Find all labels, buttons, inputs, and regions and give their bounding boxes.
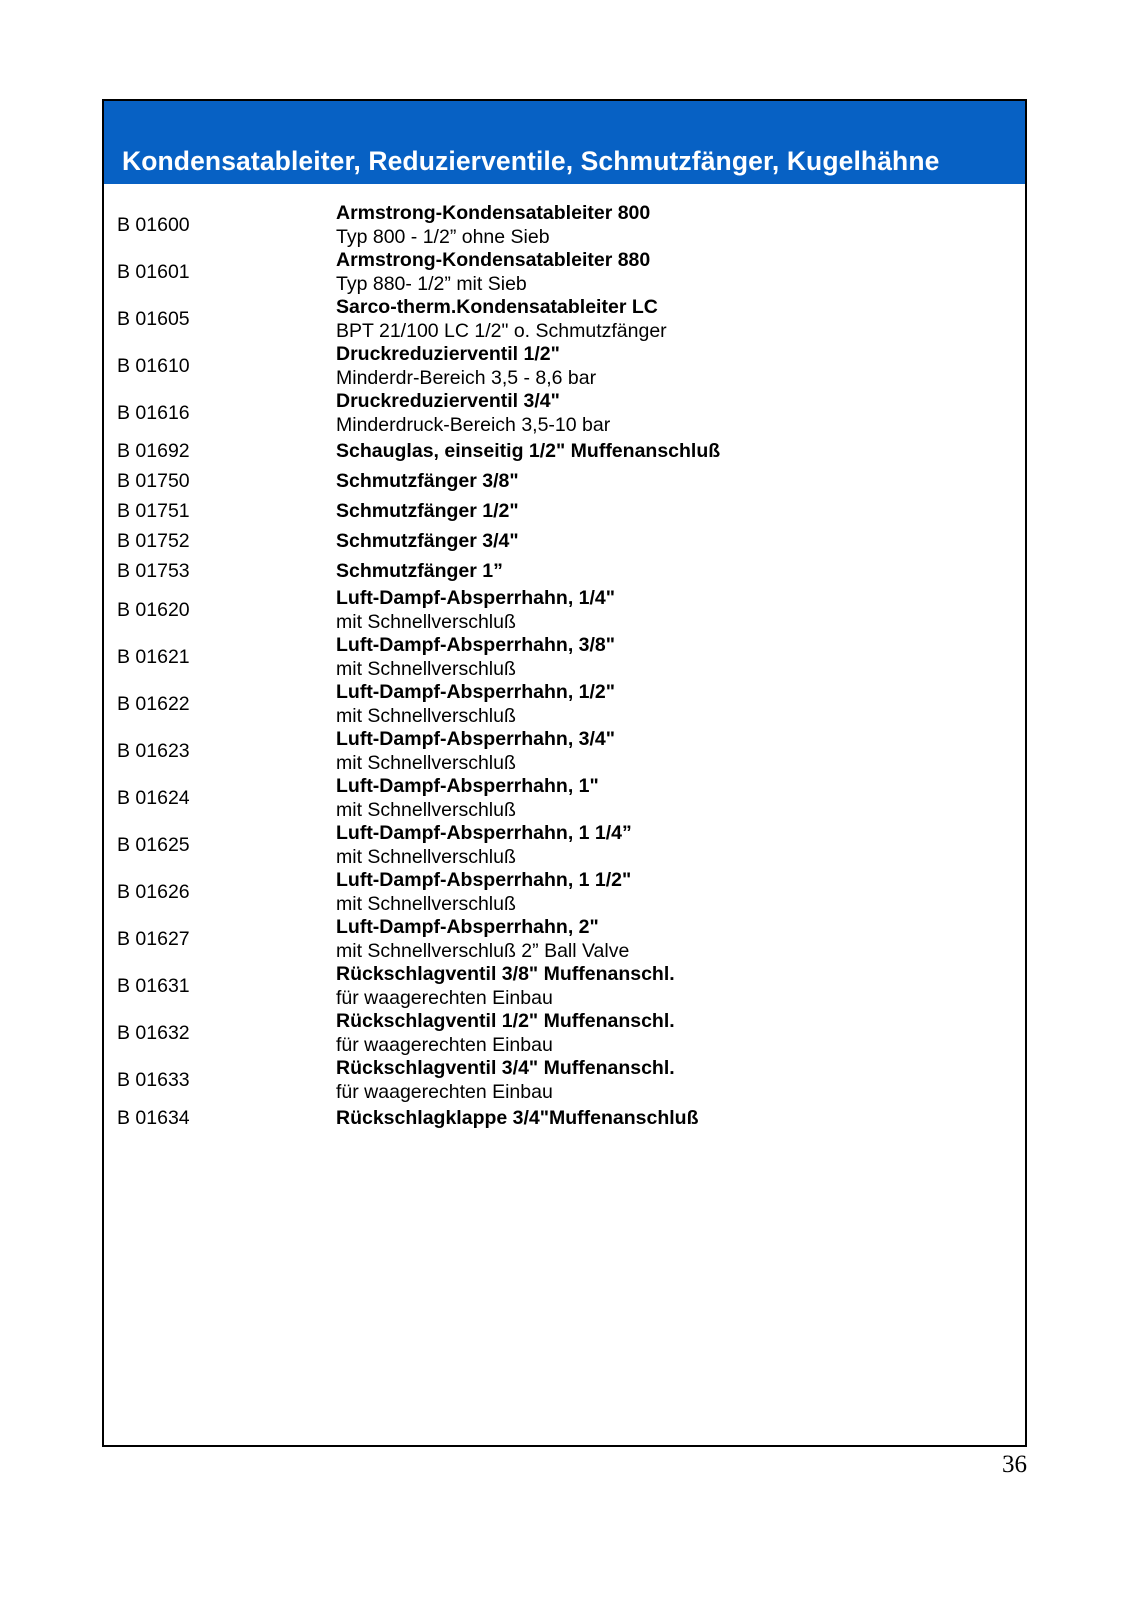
product-row (104, 202, 1025, 249)
product-description (336, 249, 1025, 296)
product-code: B 01625 (117, 833, 190, 856)
product-row (104, 1057, 1025, 1104)
product-name: Schmutzfänger 1/2" (336, 500, 519, 523)
product-detail: für waagerechten Einbau (336, 1033, 553, 1056)
product-detail: mit Schnellverschluß (336, 704, 516, 727)
product-row (104, 296, 1025, 343)
product-description (336, 530, 1025, 554)
product-name: Armstrong-Kondensatableiter 800 (336, 202, 651, 224)
product-description (336, 634, 1025, 681)
product-row (104, 587, 1025, 634)
product-list (104, 184, 1025, 1134)
product-description (336, 775, 1025, 822)
product-name: Schmutzfänger 1” (336, 560, 503, 583)
product-code: B 01601 (117, 260, 190, 283)
product-description (336, 916, 1025, 963)
product-name: Luft-Dampf-Absperrhahn, 2" (336, 916, 599, 938)
product-row (104, 557, 1025, 587)
product-detail: Typ 800 - 1/2” ohne Sieb (336, 225, 550, 248)
product-name: Armstrong-Kondensatableiter 880 (336, 249, 651, 271)
product-name: Druckreduzierventil 1/2" (336, 343, 560, 365)
product-detail: Typ 880- 1/2” mit Sieb (336, 272, 527, 295)
product-detail: BPT 21/100 LC 1/2" o. Schmutzfänger (336, 319, 667, 342)
product-name: Luft-Dampf-Absperrhahn, 1/2" (336, 681, 616, 703)
product-code: B 01626 (117, 880, 190, 903)
product-name: Rückschlagventil 3/8" Muffenanschl. (336, 963, 675, 985)
product-code: B 01627 (117, 927, 190, 950)
product-name: Rückschlagklappe 3/4"Muffenanschluß (336, 1107, 699, 1130)
product-name: Druckreduzierventil 3/4" (336, 390, 560, 412)
product-detail: mit Schnellverschluß (336, 892, 516, 915)
product-code: B 01610 (117, 354, 190, 377)
product-description (336, 1057, 1025, 1104)
product-row (104, 1010, 1025, 1057)
product-code: B 01600 (117, 213, 190, 236)
product-code: B 01605 (117, 307, 190, 330)
product-code: B 01616 (117, 401, 190, 424)
product-row (104, 343, 1025, 390)
product-code: B 01623 (117, 739, 190, 762)
product-code: B 01634 (117, 1107, 190, 1130)
product-name: Schauglas, einseitig 1/2" Muffenanschluß (336, 440, 721, 463)
product-code: B 01620 (117, 598, 190, 621)
product-name: Schmutzfänger 3/4" (336, 530, 519, 553)
product-detail: Minderdruck-Bereich 3,5-10 bar (336, 413, 611, 436)
product-description (336, 1107, 1025, 1131)
product-detail: mit Schnellverschluß (336, 751, 516, 774)
product-description (336, 587, 1025, 634)
product-detail: mit Schnellverschluß (336, 610, 516, 633)
product-description (336, 202, 1025, 249)
product-row (104, 527, 1025, 557)
page-number: 36 (1002, 1451, 1027, 1478)
product-description (336, 869, 1025, 916)
product-detail: Minderdr-Bereich 3,5 - 8,6 bar (336, 366, 597, 389)
product-code: B 01632 (117, 1021, 190, 1044)
product-detail: mit Schnellverschluß (336, 845, 516, 868)
product-description (336, 560, 1025, 584)
product-description (336, 681, 1025, 728)
product-description (336, 343, 1025, 390)
product-detail: mit Schnellverschluß (336, 798, 516, 821)
section-header-banner (104, 101, 1025, 184)
product-name: Luft-Dampf-Absperrhahn, 3/4" (336, 728, 616, 750)
product-detail: mit Schnellverschluß 2” Ball Valve (336, 939, 630, 962)
product-row (104, 249, 1025, 296)
product-description (336, 728, 1025, 775)
product-row (104, 1104, 1025, 1134)
product-code: B 01752 (117, 530, 190, 553)
product-name: Sarco-therm.Kondensatableiter LC (336, 296, 658, 318)
product-row (104, 728, 1025, 775)
product-description (336, 470, 1025, 494)
product-name: Luft-Dampf-Absperrhahn, 3/8" (336, 634, 616, 656)
product-description (336, 963, 1025, 1010)
product-detail: mit Schnellverschluß (336, 657, 516, 680)
product-name: Rückschlagventil 1/2" Muffenanschl. (336, 1010, 675, 1032)
product-description (336, 500, 1025, 524)
page-frame (102, 99, 1027, 1447)
product-code: B 01750 (117, 470, 190, 493)
product-row (104, 916, 1025, 963)
product-name: Luft-Dampf-Absperrhahn, 1 1/4” (336, 822, 632, 844)
product-description (336, 296, 1025, 343)
product-row (104, 467, 1025, 497)
product-code: B 01624 (117, 786, 190, 809)
product-description (336, 390, 1025, 437)
product-code: B 01622 (117, 692, 190, 715)
product-description (336, 440, 1025, 464)
product-description (336, 1010, 1025, 1057)
product-name: Rückschlagventil 3/4" Muffenanschl. (336, 1057, 675, 1079)
product-name: Luft-Dampf-Absperrhahn, 1 1/2" (336, 869, 632, 891)
product-row (104, 775, 1025, 822)
product-detail: für waagerechten Einbau (336, 1080, 553, 1103)
product-code: B 01633 (117, 1068, 190, 1091)
product-code: B 01631 (117, 974, 190, 997)
product-row (104, 390, 1025, 437)
product-row (104, 497, 1025, 527)
product-row (104, 634, 1025, 681)
page-title: Kondensatableiter, Reduzierventile, Schmutzfänger, Kugelhähne (122, 146, 940, 177)
product-row (104, 963, 1025, 1010)
product-code: B 01692 (117, 440, 190, 463)
product-description (336, 822, 1025, 869)
product-row (104, 681, 1025, 728)
product-name: Luft-Dampf-Absperrhahn, 1/4" (336, 587, 616, 609)
product-detail: für waagerechten Einbau (336, 986, 553, 1009)
product-code: B 01753 (117, 560, 190, 583)
product-row (104, 822, 1025, 869)
product-name: Schmutzfänger 3/8" (336, 470, 519, 493)
product-row (104, 869, 1025, 916)
product-code: B 01621 (117, 645, 190, 668)
product-row (104, 437, 1025, 467)
product-code: B 01751 (117, 500, 190, 523)
product-name: Luft-Dampf-Absperrhahn, 1" (336, 775, 599, 797)
